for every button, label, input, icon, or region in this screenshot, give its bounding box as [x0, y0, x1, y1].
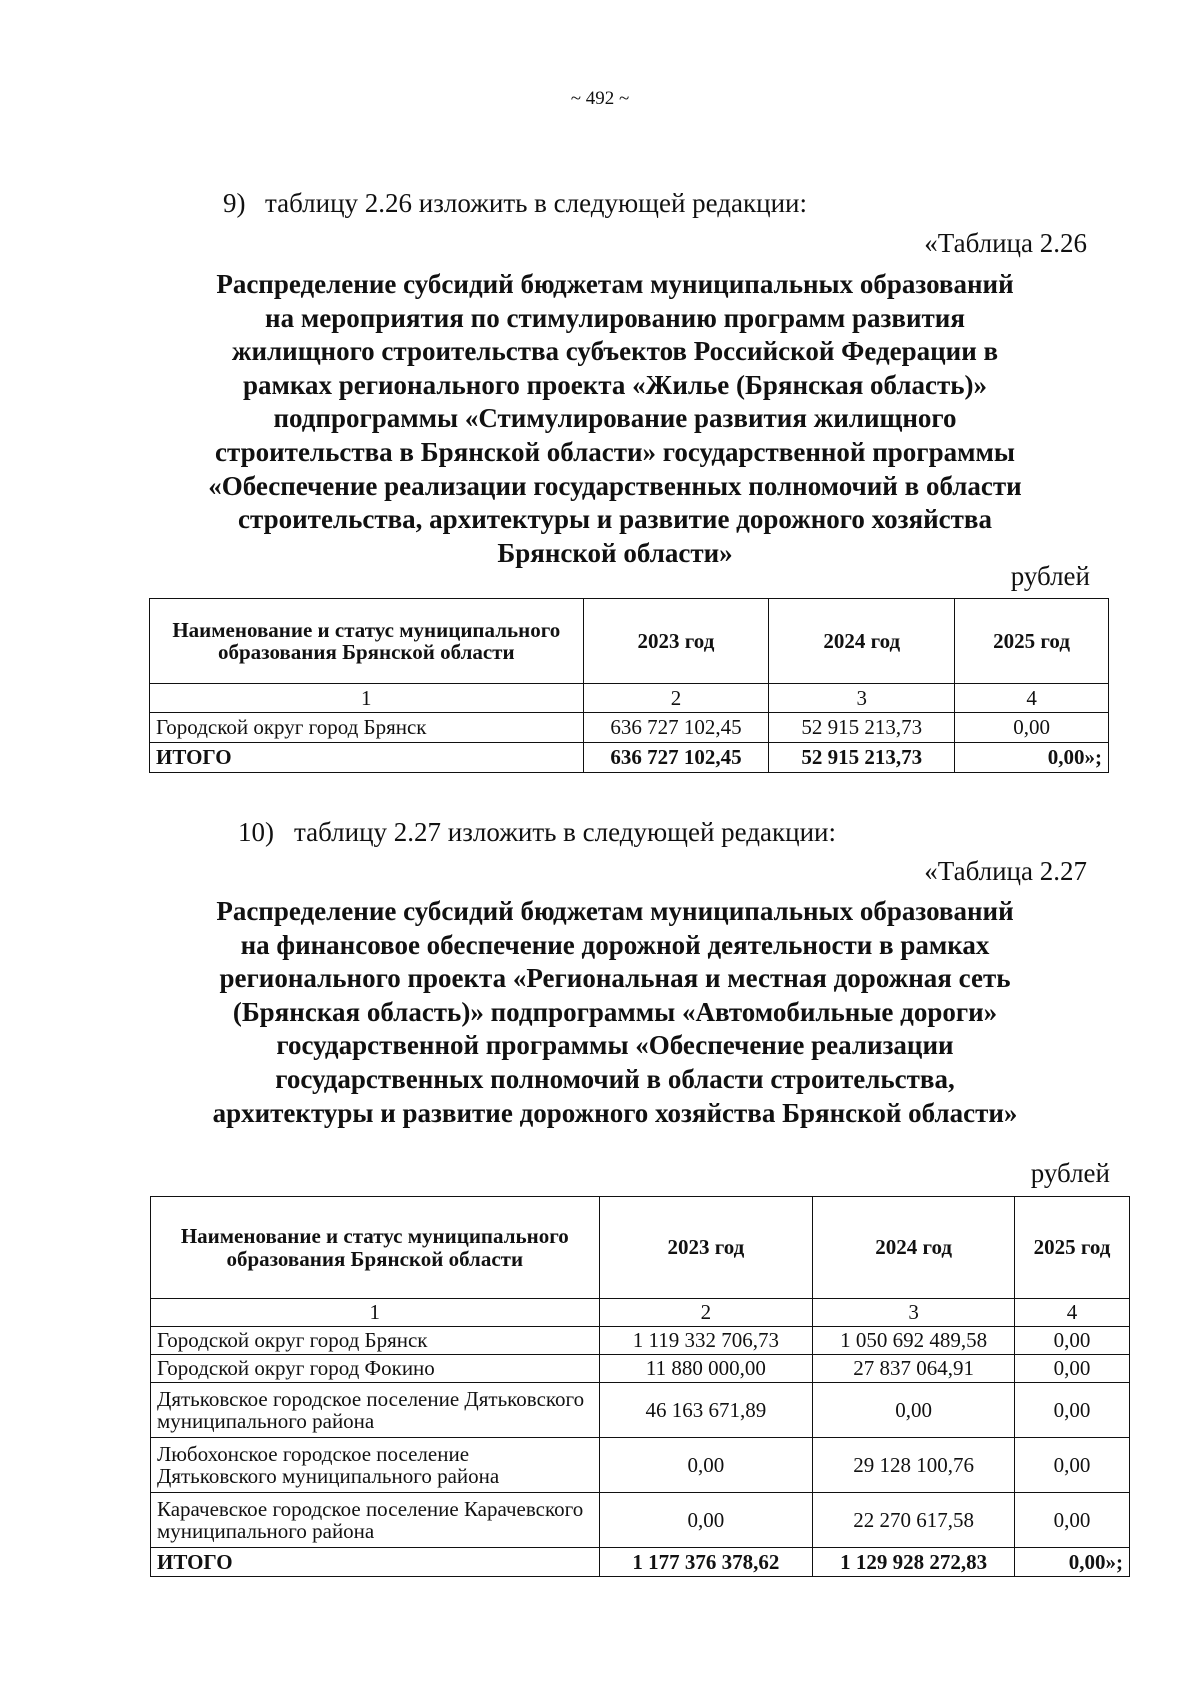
instruction-text: таблицу 2.26 изложить в следующей редакции:	[265, 188, 807, 218]
heading-line: подпрограммы «Стимулирование развития жилищного	[273, 403, 957, 434]
heading-line: на мероприятия по стимулированию программ развития	[265, 302, 965, 333]
table-row	[151, 1355, 1130, 1383]
value-2023: 0,00	[599, 1438, 813, 1493]
value-2025: 0,00	[1015, 1355, 1130, 1383]
total-2023: 1 177 376 378,62	[599, 1548, 813, 1577]
table-2-26	[149, 598, 1109, 773]
heading-line: (Брянская область)» подпрограммы «Автомобильные дороги»	[232, 996, 998, 1027]
total-row	[150, 743, 1109, 773]
units-label: рублей	[1010, 561, 1090, 591]
table-row	[151, 1493, 1130, 1548]
municipality-name: Городской округ город Брянск	[150, 713, 584, 743]
value-2023: 11 880 000,00	[599, 1355, 813, 1383]
table-label-2-27: «Таблица 2.27	[924, 856, 1087, 886]
total-label: ИТОГО	[150, 743, 584, 773]
column-number: 2	[583, 684, 769, 713]
heading-line: «Обеспечение реализации государственных полномочий в области	[208, 470, 1022, 501]
table-header-row	[150, 599, 1109, 684]
column-number: 3	[769, 684, 955, 713]
value-2024: 27 837 064,91	[813, 1355, 1015, 1383]
value-2024: 29 128 100,76	[813, 1438, 1015, 1493]
table-label-2-26: «Таблица 2.26	[924, 228, 1087, 258]
value-2024: 52 915 213,73	[769, 713, 955, 743]
heading-line: государственной программы «Обеспечение реализации	[276, 1030, 954, 1061]
table-2-27	[150, 1196, 1130, 1577]
table-row	[150, 713, 1109, 743]
heading-line: строительства в Брянской области» государственной программы	[215, 436, 1015, 467]
column-number: 3	[813, 1299, 1015, 1327]
header-2023: 2023 год	[583, 599, 769, 684]
heading-line: жилищного строительства субъектов Российской Федерации в	[231, 336, 999, 367]
total-2023: 636 727 102,45	[583, 743, 769, 773]
heading-line: регионального проекта «Региональная и местная дорожная сеть	[219, 963, 1011, 994]
header-2023: 2023 год	[599, 1197, 813, 1299]
municipality-name: Любохонское городское поселение Дятьковского муниципального района	[151, 1438, 600, 1493]
value-2023: 46 163 671,89	[599, 1383, 813, 1438]
column-number: 1	[151, 1299, 600, 1327]
instruction-text: таблицу 2.27 изложить в следующей редакции:	[294, 817, 836, 847]
heading-line: Брянской области»	[497, 537, 733, 568]
table-row	[151, 1438, 1130, 1493]
heading-line: на финансовое обеспечение дорожной деятельности в рамках	[240, 929, 990, 960]
value-2024: 22 270 617,58	[813, 1493, 1015, 1548]
value-2023: 0,00	[599, 1493, 813, 1548]
total-row	[151, 1548, 1130, 1577]
column-number: 2	[599, 1299, 813, 1327]
table-heading-2-27	[140, 895, 1090, 1130]
value-2025: 0,00	[955, 713, 1109, 743]
value-2025: 0,00	[1015, 1327, 1130, 1355]
heading-line: строительства, архитектуры и развитие дорожного хозяйства	[238, 504, 992, 535]
instruction-item-10	[238, 817, 836, 848]
value-2025: 0,00	[1015, 1438, 1130, 1493]
heading-line: рамках регионального проекта «Жилье (Брянская область)»	[242, 369, 988, 400]
value-2024: 0,00	[813, 1383, 1015, 1438]
column-number: 4	[955, 684, 1109, 713]
column-numbers-row	[150, 684, 1109, 713]
total-2025: 0,00»;	[955, 743, 1109, 773]
heading-line: государственных полномочий в области строительства,	[275, 1063, 955, 1094]
table-row	[151, 1383, 1130, 1438]
header-name: Наименование и статус муниципального образования Брянской области	[150, 599, 584, 684]
item-number: 10)	[238, 817, 274, 847]
value-2025: 0,00	[1015, 1493, 1130, 1548]
total-2024: 52 915 213,73	[769, 743, 955, 773]
column-numbers-row	[151, 1299, 1130, 1327]
municipality-name: Городской округ город Брянск	[151, 1327, 600, 1355]
municipality-name: Дятьковское городское поселение Дятьковского муниципального района	[151, 1383, 600, 1438]
heading-line: архитектуры и развитие дорожного хозяйства Брянской области»	[212, 1097, 1018, 1128]
table-heading-2-26	[140, 268, 1090, 570]
heading-line: Распределение субсидий бюджетам муниципальных образований	[216, 269, 1014, 299]
column-number: 4	[1015, 1299, 1130, 1327]
heading-line: Распределение субсидий бюджетам муниципальных образований	[216, 896, 1014, 926]
total-2025: 0,00»;	[1015, 1548, 1130, 1577]
header-2024: 2024 год	[813, 1197, 1015, 1299]
header-2025: 2025 год	[955, 599, 1109, 684]
total-label: ИТОГО	[151, 1548, 600, 1577]
value-2023: 636 727 102,45	[583, 713, 769, 743]
value-2025: 0,00	[1015, 1383, 1130, 1438]
instruction-item-9	[223, 188, 807, 219]
value-2023: 1 119 332 706,73	[599, 1327, 813, 1355]
item-number: 9)	[223, 188, 246, 218]
units-label: рублей	[1030, 1158, 1110, 1188]
header-name: Наименование и статус муниципального образования Брянской области	[151, 1197, 600, 1299]
header-2025: 2025 год	[1015, 1197, 1130, 1299]
total-2024: 1 129 928 272,83	[813, 1548, 1015, 1577]
page-number: ~ 492 ~	[570, 88, 630, 109]
municipality-name: Карачевское городское поселение Карачевского муниципального района	[151, 1493, 600, 1548]
table-header-row	[151, 1197, 1130, 1299]
table-row	[151, 1327, 1130, 1355]
column-number: 1	[150, 684, 584, 713]
header-2024: 2024 год	[769, 599, 955, 684]
value-2024: 1 050 692 489,58	[813, 1327, 1015, 1355]
municipality-name: Городской округ город Фокино	[151, 1355, 600, 1383]
